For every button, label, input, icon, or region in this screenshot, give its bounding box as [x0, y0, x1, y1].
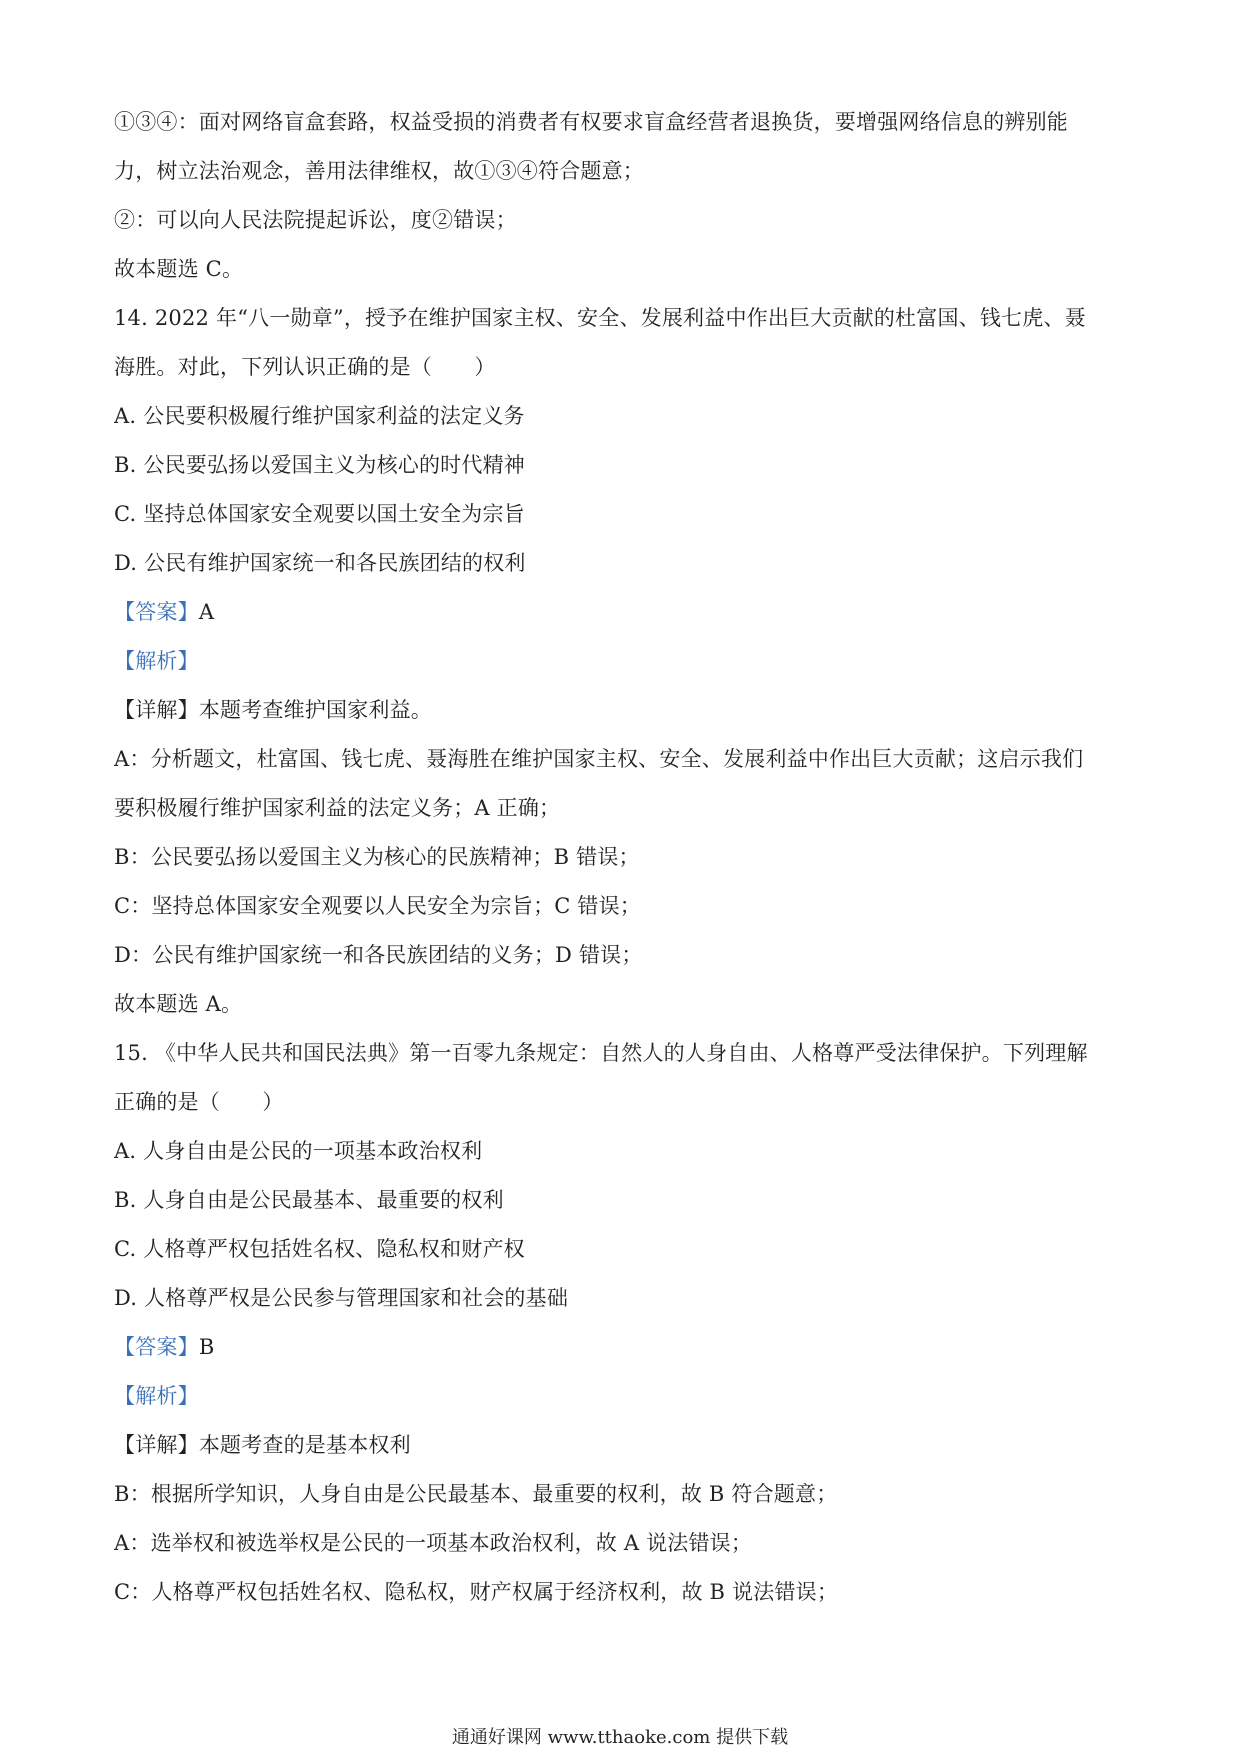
answer-value: A — [198, 600, 215, 624]
question-15-analysis — [114, 1372, 1130, 1421]
detail-value: 本题考查的是基本权利 — [198, 1433, 411, 1457]
question-15-option-a: A. 人身自由是公民的一项基本政治权利 — [114, 1139, 483, 1163]
text-line: C：人格尊严权包括姓名权、隐私权，财产权属于经济权利，故 B 说法错误； — [114, 1580, 839, 1604]
text-line: B：根据所学知识，人身自由是公民最基本、最重要的权利，故 B 符合题意； — [114, 1482, 838, 1506]
text-line: A：分析题文，杜富国、钱七虎、聂海胜在维护国家主权、安全、发展利益中作出巨大贡献；这启示我们 — [114, 747, 1084, 771]
text-line: 要积极履行维护国家利益的法定义务；A 正确； — [114, 796, 561, 820]
question-14-stem: 海胜。对此，下列认识正确的是（ ） — [114, 355, 496, 379]
page-content — [114, 98, 1130, 1617]
question-14-detail — [114, 686, 1130, 735]
question-15-option-c: C. 人格尊严权包括姓名权、隐私权和财产权 — [114, 1237, 525, 1261]
analysis-label: 【解析】 — [114, 649, 199, 673]
question-15-answer — [114, 1323, 1130, 1372]
text-line: C：坚持总体国家安全观要以人民安全为宗旨；C 错误； — [114, 894, 642, 918]
question-14-option-d: D. 公民有维护国家统一和各民族团结的权利 — [114, 551, 526, 575]
question-15-option-d: D. 人格尊严权是公民参与管理国家和社会的基础 — [114, 1286, 569, 1310]
question-14-option-b: B. 公民要弘扬以爱国主义为核心的时代精神 — [114, 453, 525, 477]
question-14-analysis — [114, 637, 1130, 686]
question-14-stem: 14. 2022 年“八一勋章”，授予在维护国家主权、安全、发展利益中作出巨大贡献的杜富国、钱七虎、聂 — [114, 306, 1086, 330]
answer-value: B — [198, 1335, 215, 1359]
text-line: B：公民要弘扬以爱国主义为核心的民族精神；B 错误； — [114, 845, 640, 869]
text-line: D：公民有维护国家统一和各民族团结的义务；D 错误； — [114, 943, 643, 967]
analysis-label: 【解析】 — [114, 1384, 199, 1408]
question-14-answer — [114, 588, 1130, 637]
question-14-option-a: A. 公民要积极履行维护国家利益的法定义务 — [114, 404, 525, 428]
question-15-stem: 正确的是（ ） — [114, 1090, 284, 1114]
answer-label: 【答案】 — [114, 600, 199, 624]
question-15-detail — [114, 1421, 1130, 1470]
detail-label: 【详解】 — [114, 698, 199, 722]
detail-value: 本题考查维护国家利益。 — [198, 698, 433, 722]
text-line: 力，树立法治观念，善用法律维权，故①③④符合题意； — [114, 159, 644, 183]
text-line: ①③④：面对网络盲盒套路，权益受损的消费者有权要求盲盒经营者退换货，要增强网络信息的辨别能 — [114, 110, 1068, 134]
text-line: ②：可以向人民法院提起诉讼，度②错误； — [114, 208, 517, 232]
text-line: 故本题选 A。 — [114, 992, 243, 1016]
detail-label: 【详解】 — [114, 1433, 199, 1457]
question-14-option-c: C. 坚持总体国家安全观要以国土安全为宗旨 — [114, 502, 525, 526]
question-15-option-b: B. 人身自由是公民最基本、最重要的权利 — [114, 1188, 504, 1212]
answer-label: 【答案】 — [114, 1335, 199, 1359]
text-line: A：选举权和被选举权是公民的一项基本政治权利，故 A 说法错误； — [114, 1531, 753, 1555]
text-line: 故本题选 C。 — [114, 257, 244, 281]
page-footer: 通通好课网 www.tthaoke.com 提供下载 — [451, 1727, 789, 1748]
question-15-stem: 15. 《中华人民共和国民法典》第一百零九条规定：自然人的人身自由、人格尊严受法律保护。下列理解 — [114, 1041, 1088, 1065]
